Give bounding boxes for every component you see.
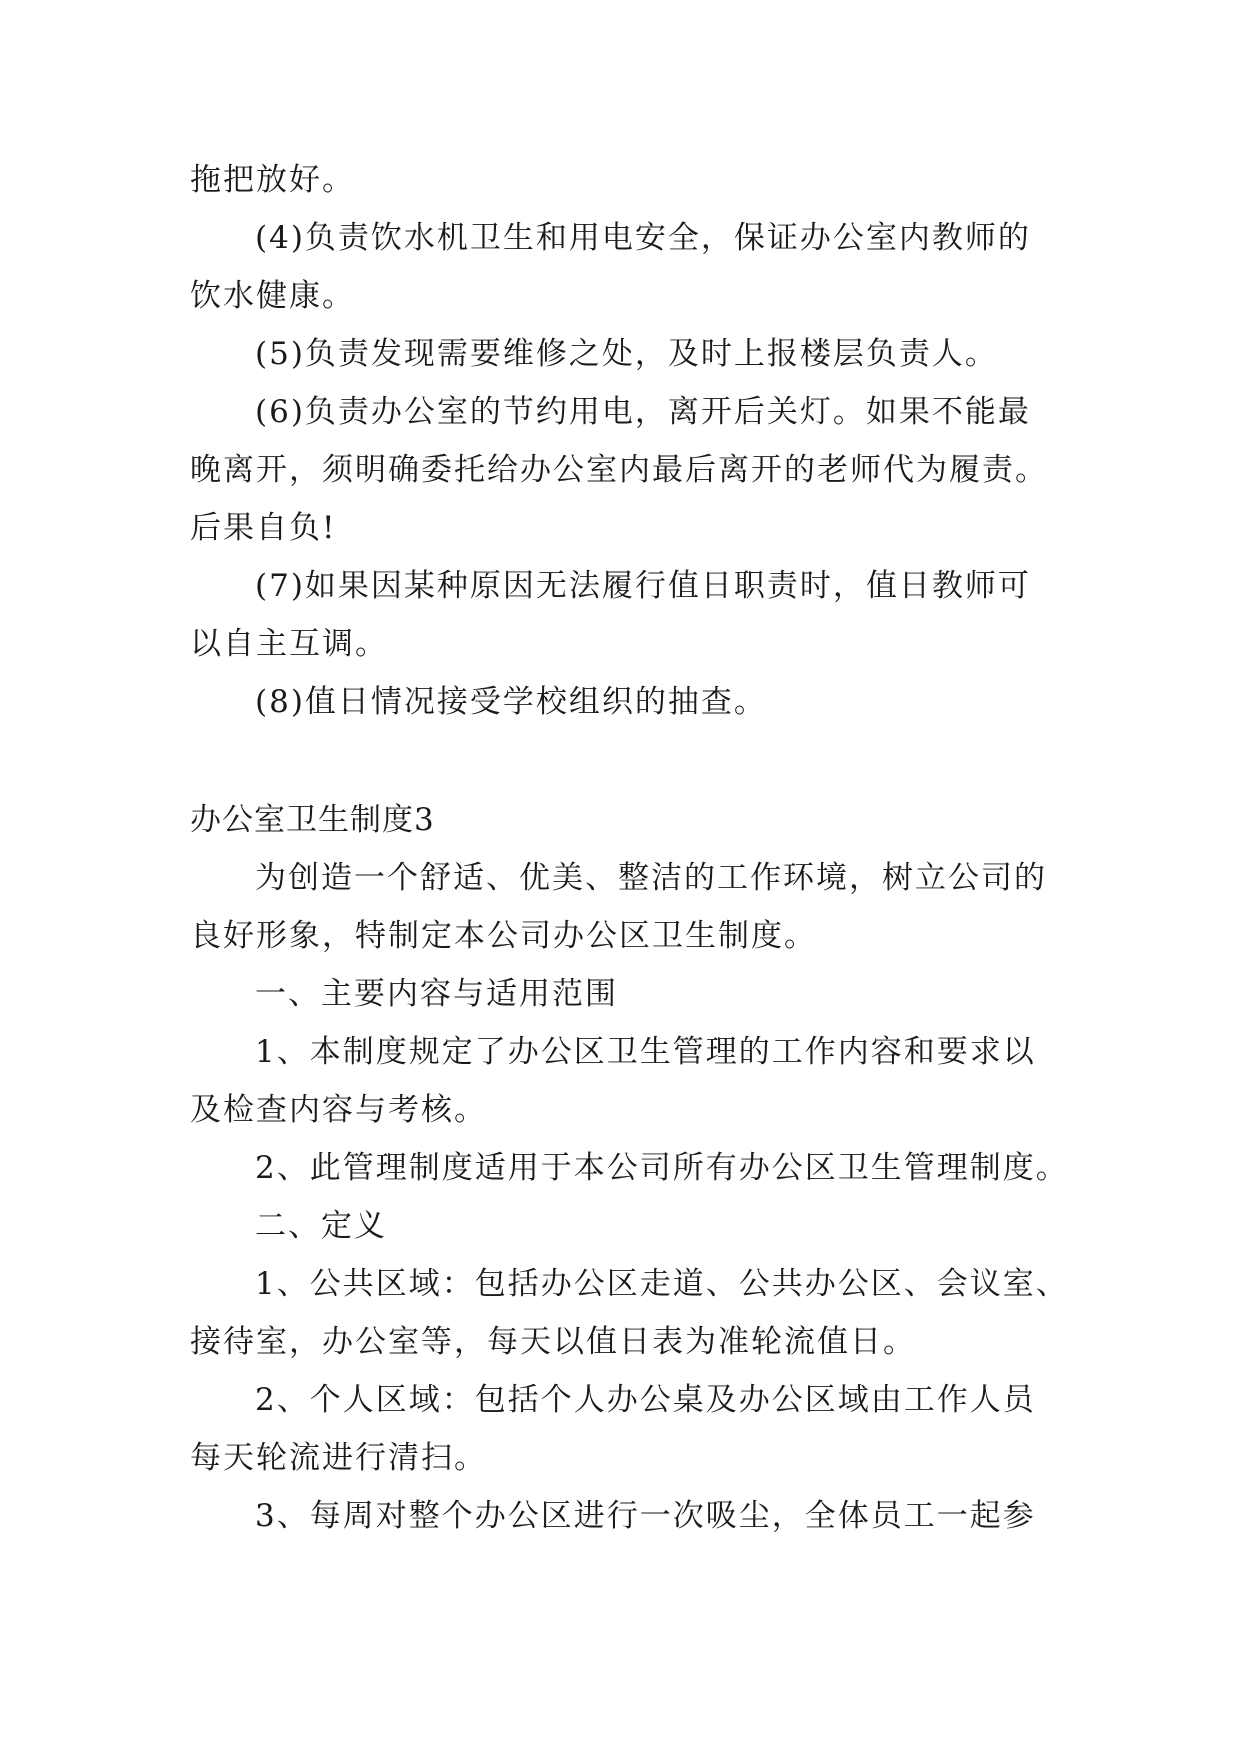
text-line: 1、公共区域：包括办公区走道、公共办公区、会议室、 bbox=[255, 1266, 1069, 1302]
section-title: 办公室卫生制度3 bbox=[190, 802, 435, 838]
text-line: (6)负责办公室的节约用电，离开后关灯。如果不能最 bbox=[255, 394, 1031, 430]
text-line: 为创造一个舒适、优美、整洁的工作环境，树立公司的 bbox=[255, 860, 1047, 896]
text-line: (5)负责发现需要维修之处，及时上报楼层负责人。 bbox=[255, 336, 998, 372]
text-line: 拖把放好。 bbox=[190, 162, 355, 198]
text-line: 晚离开，须明确委托给办公室内最后离开的老师代为履责。 bbox=[190, 452, 1048, 488]
text-line: (7)如果因某种原因无法履行值日职责时，值日教师可 bbox=[255, 568, 1031, 604]
text-line: 一、主要内容与适用范围 bbox=[255, 976, 618, 1012]
text-line: 2、此管理制度适用于本公司所有办公区卫生管理制度。 bbox=[255, 1150, 1069, 1186]
text-line: (4)负责饮水机卫生和用电安全，保证办公室内教师的 bbox=[255, 220, 1031, 256]
text-line: 3、每周对整个办公区进行一次吸尘，全体员工一起参 bbox=[255, 1498, 1036, 1534]
text-line: 及检查内容与考核。 bbox=[190, 1092, 487, 1128]
text-line: 后果自负! bbox=[190, 510, 337, 546]
text-line: (8)值日情况接受学校组织的抽查。 bbox=[255, 684, 767, 720]
text-line: 以自主互调。 bbox=[190, 626, 388, 662]
text-line: 每天轮流进行清扫。 bbox=[190, 1440, 487, 1476]
text-line: 良好形象，特制定本公司办公区卫生制度。 bbox=[190, 918, 817, 954]
text-line: 饮水健康。 bbox=[190, 278, 355, 314]
text-line: 2、个人区域：包括个人办公桌及办公区域由工作人员 bbox=[255, 1382, 1036, 1418]
text-line: 1、本制度规定了办公区卫生管理的工作内容和要求以 bbox=[255, 1034, 1036, 1070]
text-line: 接待室，办公室等，每天以值日表为准轮流值日。 bbox=[190, 1324, 916, 1360]
text-line: 二、定义 bbox=[255, 1208, 387, 1244]
